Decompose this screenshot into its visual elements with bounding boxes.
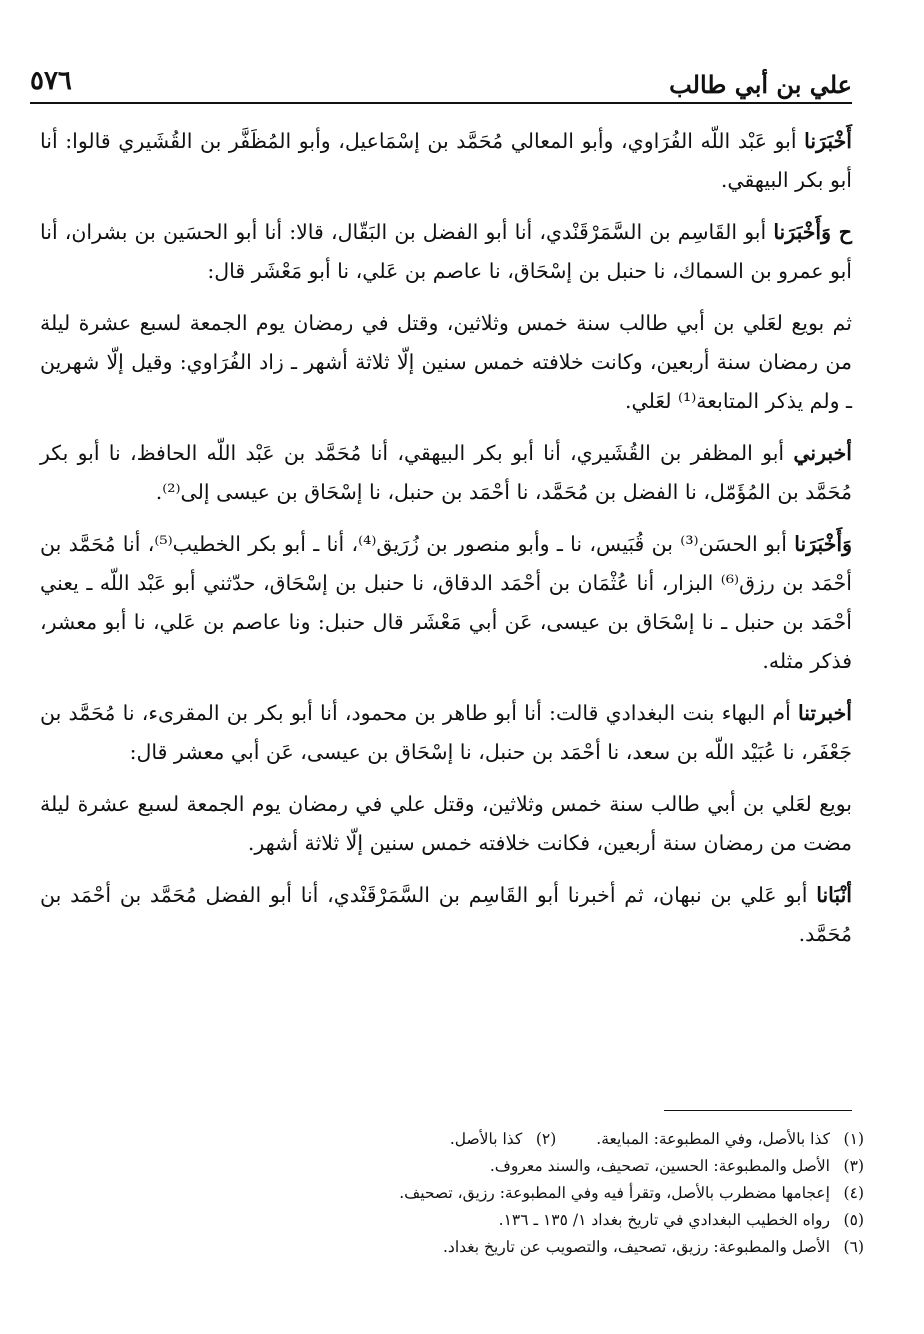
running-header bbox=[30, 62, 852, 104]
footnote-divider bbox=[664, 1110, 852, 1111]
footnote-number: (٦) bbox=[843, 1238, 864, 1256]
paragraph-lead: وَأَخْبَرَنا bbox=[794, 532, 852, 556]
footnote-number: (٢) bbox=[535, 1130, 557, 1148]
main-text bbox=[40, 122, 852, 967]
footnote bbox=[164, 1126, 864, 1153]
footnote-text: كذا بالأصل، وفي المطبوعة: المبايعة. bbox=[596, 1130, 830, 1148]
paragraph-text: أبو الحسَن⁽³⁾ بن قُبَيس، نا ـ وأبو منصور بن زُرَيق⁽⁴⁾، أنا ـ أبو بكر الخطيب⁽⁵⁾، أنا مُحَمَّد بن أحْمَد بن رزق⁽⁶⁾ البزار، أنا عُثْمَان بن أحْمَد الدقاق، نا حنبل بن إسْحَاق، حدّثني أبو عَبْد اللّه ـ يعني أحْمَد بن حنبل ـ نا إسْحَاق بن عيسى، عَن أبي مَعْشَر قال حنبل: ونا عاصم بن عَلي، نا أبو معشر، فذكر مثله. bbox=[40, 532, 852, 673]
paragraph-lead: أخبرتنا bbox=[797, 701, 852, 725]
paragraph bbox=[40, 525, 852, 681]
footnote-number: (٤) bbox=[843, 1184, 864, 1202]
footnote-text: رواه الخطيب البغدادي في تاريخ بغداد ١/ ١٣٥ ـ ١٣٦. bbox=[498, 1211, 830, 1229]
paragraph-lead: ح وَأَخْبَرَنا bbox=[773, 220, 852, 244]
paragraph-text: أبو عَلي بن نبهان، ثم أخبرنا أبو القَاسِم بن السَّمَرْقَنْدي، أنا أبو الفضل مُحَمَّد بن أحْمَد بن مُحَمَّد. bbox=[40, 883, 852, 946]
footnote-number: (٥) bbox=[843, 1211, 864, 1229]
paragraph-lead: أنْبَانا bbox=[816, 883, 852, 907]
paragraph-text: أبو عَبْد اللّه الفُرَاوي، وأبو المعالي مُحَمَّد بن إسْمَاعيل، وأبو المُظَفَّر بن القُشَيري قالوا: أنا أبو بكر البيهقي. bbox=[40, 129, 852, 192]
paragraph bbox=[40, 785, 852, 863]
paragraph-text: أبو القَاسِم بن السَّمَرْقَنْدي، أنا أبو الفضل بن البَقّال، قالا: أنا أبو الحسَين بن بشران، أنا أبو عمرو بن السماك، نا حنبل بن إسْحَاق، نا عاصم بن عَلي، نا أبو مَعْشَر قال: bbox=[40, 220, 852, 283]
footnote-text: الأصل والمطبوعة: رزيق، تصحيف، والتصويب عن تاريخ بغداد. bbox=[442, 1238, 830, 1256]
paragraph bbox=[40, 213, 852, 291]
footnote bbox=[164, 1234, 864, 1261]
footnote bbox=[164, 1180, 864, 1207]
footnote-text: كذا بالأصل. bbox=[449, 1130, 523, 1148]
paragraph bbox=[40, 434, 852, 512]
footnote bbox=[164, 1207, 864, 1234]
paragraph bbox=[40, 876, 852, 954]
footnote-text: إعجامها مضطرب بالأصل، وتقرأ فيه وفي المطبوعة: رزيق، تصحيف. bbox=[399, 1184, 830, 1202]
paragraph-text: أم البهاء بنت البغدادي قالت: أنا أبو طاهر بن محمود، أنا أبو بكر بن المقرىء، نا مُحَمَّد بن جَعْفَر، نا عُبَيْد اللّه بن سعد، نا أحْمَد بن حنبل، نا إسْحَاق بن عيسى، عَن أبي معشر قال: bbox=[40, 701, 852, 764]
footnotes bbox=[164, 1126, 864, 1261]
paragraph bbox=[40, 304, 852, 421]
page-number: ٥٧٦ bbox=[30, 66, 72, 96]
footnote-text: الأصل والمطبوعة: الحسين، تصحيف، والسند معروف. bbox=[489, 1157, 830, 1175]
footnote bbox=[164, 1153, 864, 1180]
paragraph bbox=[40, 694, 852, 772]
footnote-number: (١) bbox=[843, 1130, 864, 1148]
paragraph bbox=[40, 122, 852, 200]
paragraph-text: بويع لعَلي بن أبي طالب سنة خمس وثلاثين، وقتل علي في رمضان يوم الجمعة لسبع عشرة ليلة مضت من رمضان سنة أربعين، فكانت خلافته خمس سنين إلّا ثلاثة أشهر. bbox=[40, 792, 852, 855]
paragraph-lead: أخبرني bbox=[793, 441, 852, 465]
paragraph-lead: أَخْبَرَنا bbox=[804, 129, 852, 153]
paragraph-text: أبو المظفر بن القُشَيري، أنا أبو بكر البيهقي، أنا مُحَمَّد بن عَبْد اللّه الحافظ، نا أبو بكر مُحَمَّد بن المُؤَمّل، نا الفضل بن مُحَمَّد، نا أحْمَد بن حنبل، نا إسْحَاق بن عيسى إلى⁽²⁾. bbox=[40, 441, 852, 504]
chapter-title: علي بن أبي طالب bbox=[669, 70, 852, 99]
paragraph-text: ثم بويع لعَلي بن أبي طالب سنة خمس وثلاثين، وقتل في رمضان يوم الجمعة لسبع عشرة ليلة من رمضان سنة أربعين، وكانت خلافته خمس سنين إلّا ثلاثة أشهر ـ زاد الفُرَاوي: وقيل إلّا شهرين ـ ولم يذكر المتابعة⁽¹⁾ لعَلي. bbox=[40, 311, 852, 413]
footnote-number: (٣) bbox=[843, 1157, 864, 1175]
